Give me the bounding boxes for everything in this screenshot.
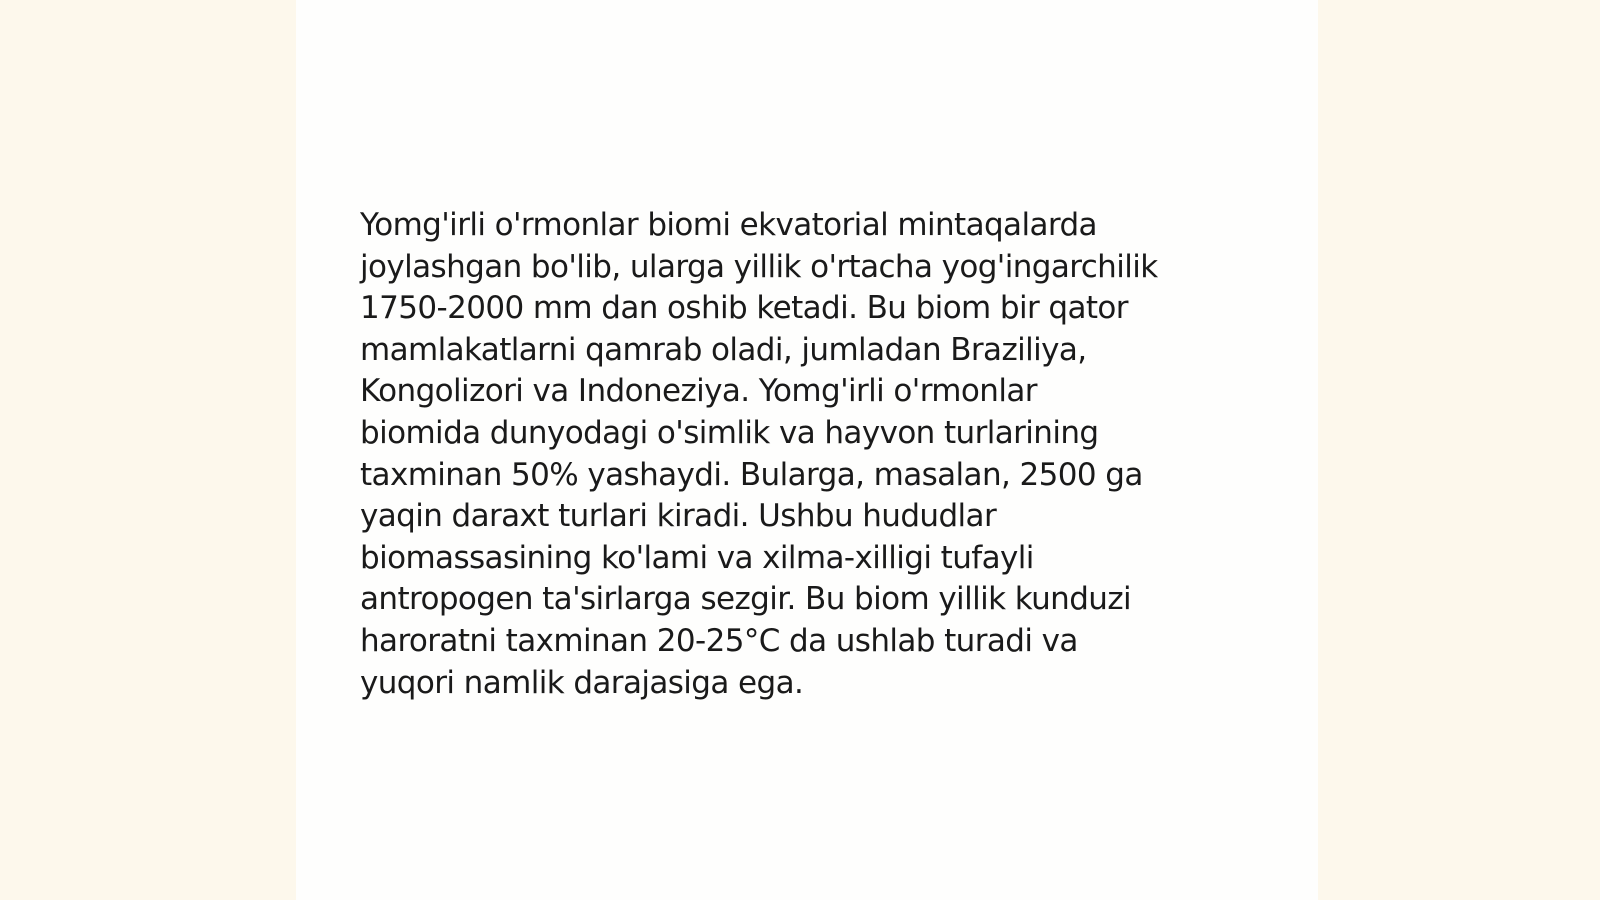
paragraph-line: biomassasining ko'lami va xilma-xilligi tufayli	[360, 539, 1034, 576]
paragraph-line: joylashgan bo'lib, ularga yillik o'rtacha yog'ingarchilik	[360, 248, 1158, 285]
paragraph-line: antropogen ta'sirlarga sezgir. Bu biom yillik kunduzi	[360, 581, 1132, 618]
paragraph-line: 1750-2000 mm dan oshib ketadi. Bu biom bir qator	[360, 290, 1128, 327]
paragraph-line: taxminan 50% yashaydi. Bularga, masalan, 2500 ga	[360, 456, 1143, 493]
paragraph-line: biomida dunyodagi o'simlik va hayvon turlarining	[360, 414, 1099, 451]
paragraph-line: Kongolizori va Indoneziya. Yomg'irli o'rmonlar	[360, 373, 1037, 410]
paragraph-line: Yomg'irli o'rmonlar biomi ekvatorial mintaqalarda	[360, 207, 1097, 243]
paragraph-line: mamlakatlarni qamrab oladi, jumladan Braziliya,	[360, 331, 1087, 368]
paragraph-line: haroratni taxminan 20-25°C da ushlab turadi va	[360, 622, 1078, 659]
body-paragraph	[360, 205, 1260, 704]
document-page	[296, 0, 1318, 900]
paragraph-line: yuqori namlik darajasiga ega.	[360, 664, 804, 701]
paragraph-line: yaqin daraxt turlari kiradi. Ushbu hududlar	[360, 498, 997, 535]
